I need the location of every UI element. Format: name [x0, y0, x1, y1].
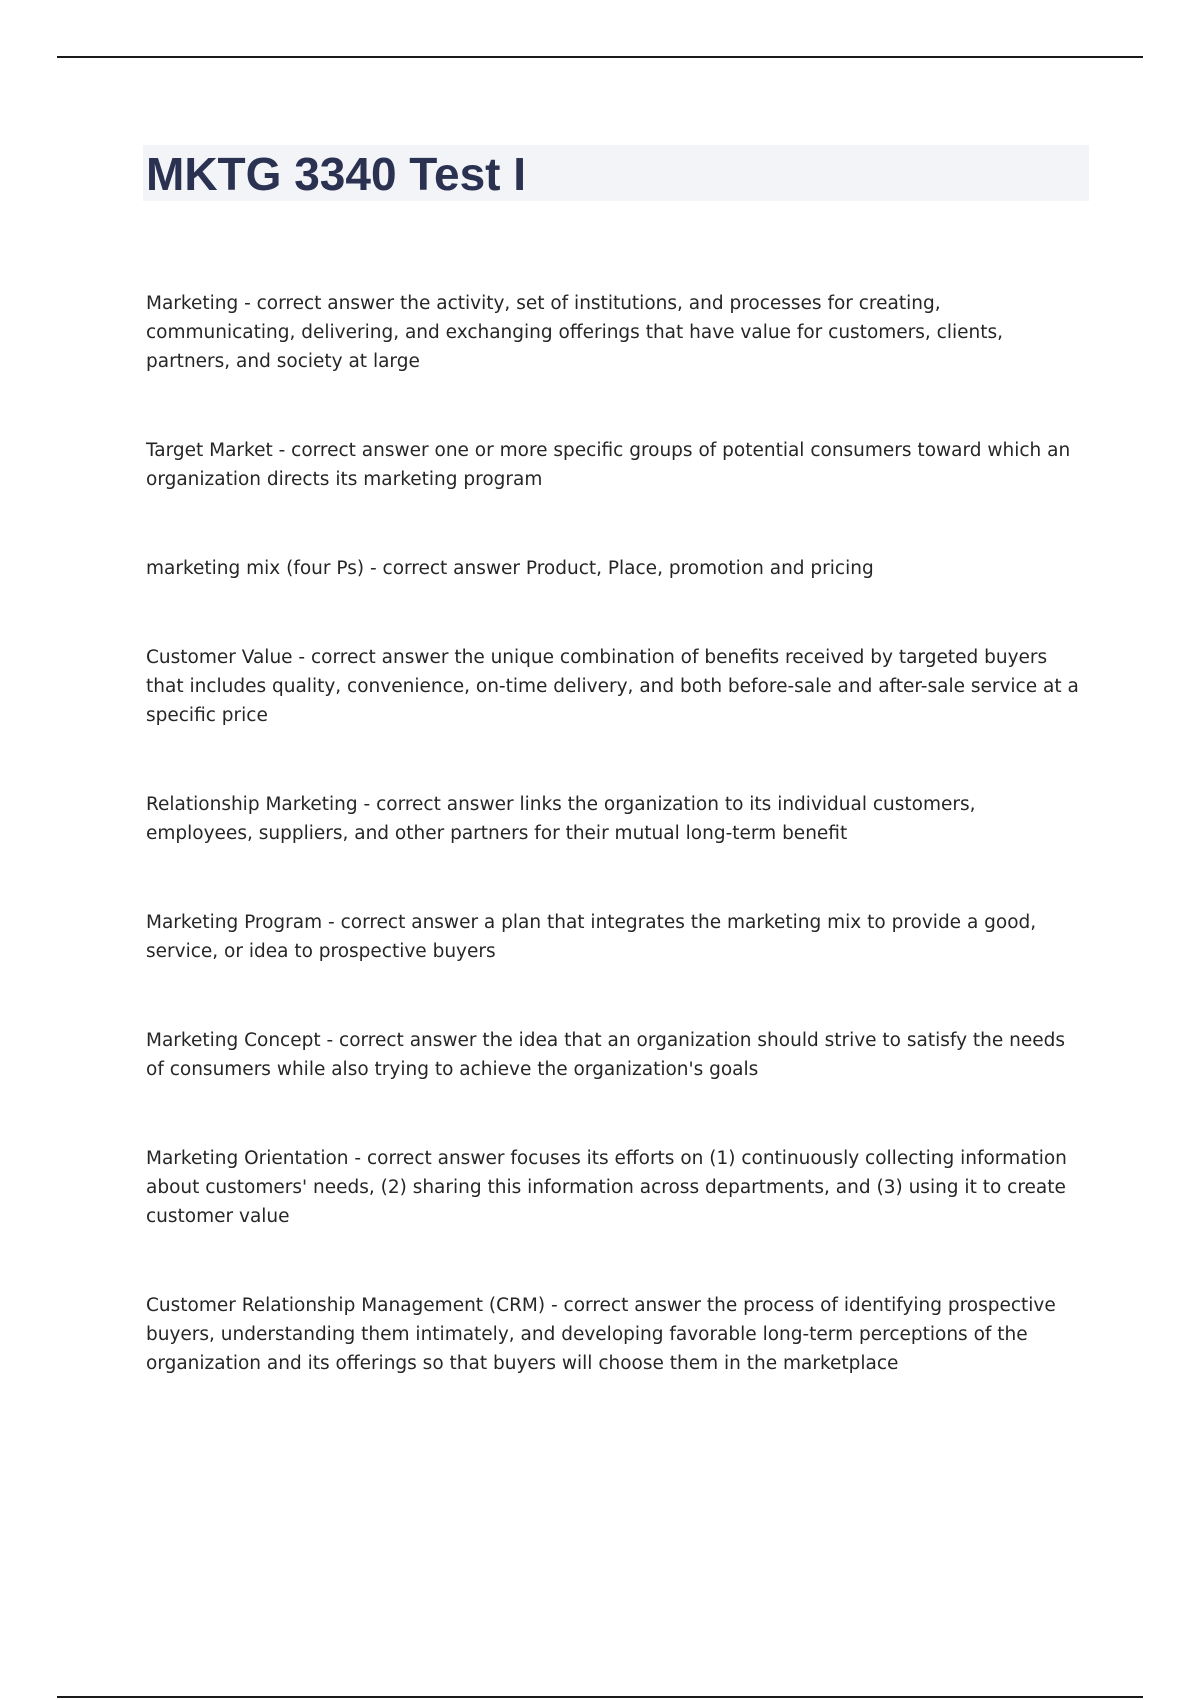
- flashcard-list: [146, 289, 1086, 1438]
- bottom-divider: [57, 1696, 1143, 1698]
- flashcard-entry-crm: Customer Relationship Management (CRM) - correct answer the process of identifying prospective buyers, understanding them intimately, and developing favorable long-term perceptions of the organization and its offerings so that buyers will choose them in the marketplace: [146, 1295, 1056, 1374]
- flashcard-entry-customer-value: Customer Value - correct answer the unique combination of benefits received by targeted buyers that includes quality, convenience, on-time delivery, and both before-sale and after-sale service at a specific price: [146, 647, 1079, 726]
- page-title: MKTG 3340 Test I: [146, 148, 527, 200]
- flashcard-entry-marketing-mix: marketing mix (four Ps) - correct answer Product, Place, promotion and pricing: [146, 558, 874, 579]
- flashcard-entry-marketing-program: Marketing Program - correct answer a plan that integrates the marketing mix to provide a good, service, or idea to prospective buyers: [146, 912, 1037, 962]
- flashcard-entry-marketing: Marketing - correct answer the activity, set of institutions, and processes for creating, communicating, delivering, and exchanging offerings that have value for customers, clients, partners, and society at large: [146, 293, 1003, 372]
- flashcard-entry-marketing-orientation: Marketing Orientation - correct answer focuses its efforts on (1) continuously collecting information about customers' needs, (2) sharing this information across departments, and (3) using it to create customer value: [146, 1148, 1067, 1227]
- flashcard-entry-relationship-marketing: Relationship Marketing - correct answer links the organization to its individual customers, employees, suppliers, and other partners for their mutual long-term benefit: [146, 794, 976, 844]
- flashcard-entry-target-market: Target Market - correct answer one or more specific groups of potential consumers toward which an organization directs its marketing program: [146, 440, 1071, 490]
- flashcard-entry-marketing-concept: Marketing Concept - correct answer the idea that an organization should strive to satisfy the needs of consumers while also trying to achieve the organization's goals: [146, 1030, 1066, 1080]
- top-divider: [57, 56, 1143, 58]
